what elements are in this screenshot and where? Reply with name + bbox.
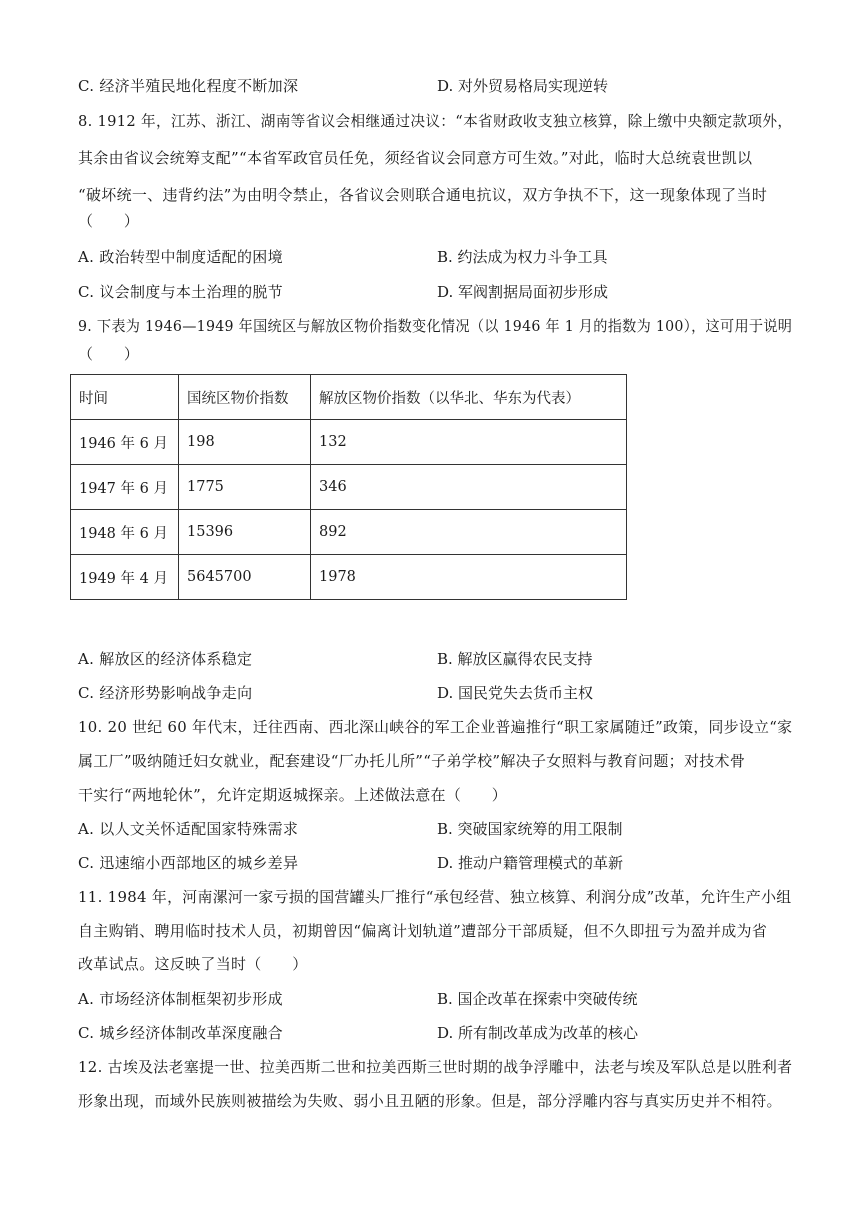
table-cell: 346 — [311, 465, 627, 510]
q9-option-c: C. 经济形势影响战争走向 — [78, 684, 253, 702]
q8-answer-blank: （ ） — [78, 212, 140, 230]
table-cell: 15396 — [179, 510, 311, 555]
q9-option-d: D. 国民党失去货币主权 — [437, 684, 594, 702]
q8-stem-line-1: 8. 1912 年，江苏、浙江、湖南等省议会相继通过决议：“本省财政收支独立核算，除上缴中央额定款项外， — [78, 112, 793, 130]
table-header-cell: 解放区物价指数（以华北、华东为代表） — [311, 375, 627, 420]
table-cell: 1949 年 4 月 — [71, 555, 179, 600]
q11-option-d: D. 所有制改革成为改革的核心 — [437, 1024, 639, 1042]
q11-option-c: C. 城乡经济体制改革深度融合 — [78, 1024, 283, 1042]
table-header-cell: 国统区物价指数 — [179, 375, 311, 420]
q8-option-d: D. 军阀割据局面初步形成 — [437, 283, 609, 301]
q10-option-a: A. 以人文关怀适配国家特殊需求 — [78, 820, 299, 838]
q10-stem-line-3: 干实行“两地轮休”，允许定期返城探亲。上述做法意在（ ） — [78, 786, 508, 804]
q8-stem-line-2: 其余由省议会统筹支配”“本省军政官员任免，须经省议会同意方可生效。”对此，临时大总统袁世凯以 — [78, 149, 753, 167]
q11-stem-line-3: 改革试点。这反映了当时（ ） — [78, 955, 308, 973]
price-index-table — [70, 374, 627, 600]
table-cell: 1947 年 6 月 — [71, 465, 179, 510]
q12-stem-line-2: 形象出现，而域外民族则被描绘为失败、弱小且丑陋的形象。但是，部分浮雕内容与真实历史并不相符。 — [78, 1092, 782, 1110]
table-cell: 132 — [311, 420, 627, 465]
q10-option-d: D. 推动户籍管理模式的革新 — [437, 854, 624, 872]
q8-option-c: C. 议会制度与本土治理的脱节 — [78, 283, 283, 301]
table-cell: 1948 年 6 月 — [71, 510, 179, 555]
q7-option-c: C. 经济半殖民地化程度不断加深 — [78, 77, 299, 95]
q10-option-c: C. 迅速缩小西部地区的城乡差异 — [78, 854, 299, 872]
table-cell: 1946 年 6 月 — [71, 420, 179, 465]
q11-stem-line-2: 自主购销、聘用临时技术人员，初期曾因“偏离计划轨道”遭部分干部质疑，但不久即扭亏为盈并成为省 — [78, 922, 768, 940]
q10-stem-line-1: 10. 20 世纪 60 年代末，迁往西南、西北深山峡谷的军工企业普遍推行“职工家属随迁”政策，同步设立“家 — [78, 718, 793, 736]
table-row — [71, 465, 627, 510]
table-row — [71, 555, 627, 600]
q8-option-b: B. 约法成为权力斗争工具 — [437, 248, 608, 266]
table-header-row — [71, 375, 627, 420]
q8-option-a: A. 政治转型中制度适配的困境 — [78, 248, 283, 266]
table-cell: 1978 — [311, 555, 627, 600]
q9-option-a: A. 解放区的经济体系稳定 — [78, 650, 253, 668]
q9-stem-line-1: 9. 下表为 1946—1949 年国统区与解放区物价指数变化情况（以 1946 年 1 月的指数为 100），这可用于说明 — [78, 317, 793, 335]
q7-option-d: D. 对外贸易格局实现逆转 — [437, 77, 609, 95]
q12-stem-line-1: 12. 古埃及法老塞提一世、拉美西斯二世和拉美西斯三世时期的战争浮雕中，法老与埃及军队总是以胜利者 — [78, 1058, 793, 1076]
q10-option-b: B. 突破国家统筹的用工限制 — [437, 820, 623, 838]
q11-stem-line-1: 11. 1984 年，河南漯河一家亏损的国营罐头厂推行“承包经营、独立核算、利润分成”改革，允许生产小组 — [78, 888, 792, 906]
q8-stem-line-3: “破坏统一、违背约法”为由明令禁止，各省议会则联合通电抗议，双方争执不下，这一现象体现了当时 — [78, 186, 768, 204]
table-header-cell: 时间 — [71, 375, 179, 420]
table-row — [71, 420, 627, 465]
table-cell: 1775 — [179, 465, 311, 510]
q10-stem-line-2: 属工厂”吸纳随迁妇女就业，配套建设“厂办托儿所”“子弟学校”解决子女照料与教育问题；对技术骨 — [78, 752, 746, 770]
table-row — [71, 510, 627, 555]
table-cell: 5645700 — [179, 555, 311, 600]
q9-answer-blank: （ ） — [78, 345, 140, 363]
q11-option-a: A. 市场经济体制框架初步形成 — [78, 990, 283, 1008]
table-cell: 198 — [179, 420, 311, 465]
table-cell: 892 — [311, 510, 627, 555]
q9-option-b: B. 解放区赢得农民支持 — [437, 650, 593, 668]
q11-option-b: B. 国企改革在探索中突破传统 — [437, 990, 638, 1008]
